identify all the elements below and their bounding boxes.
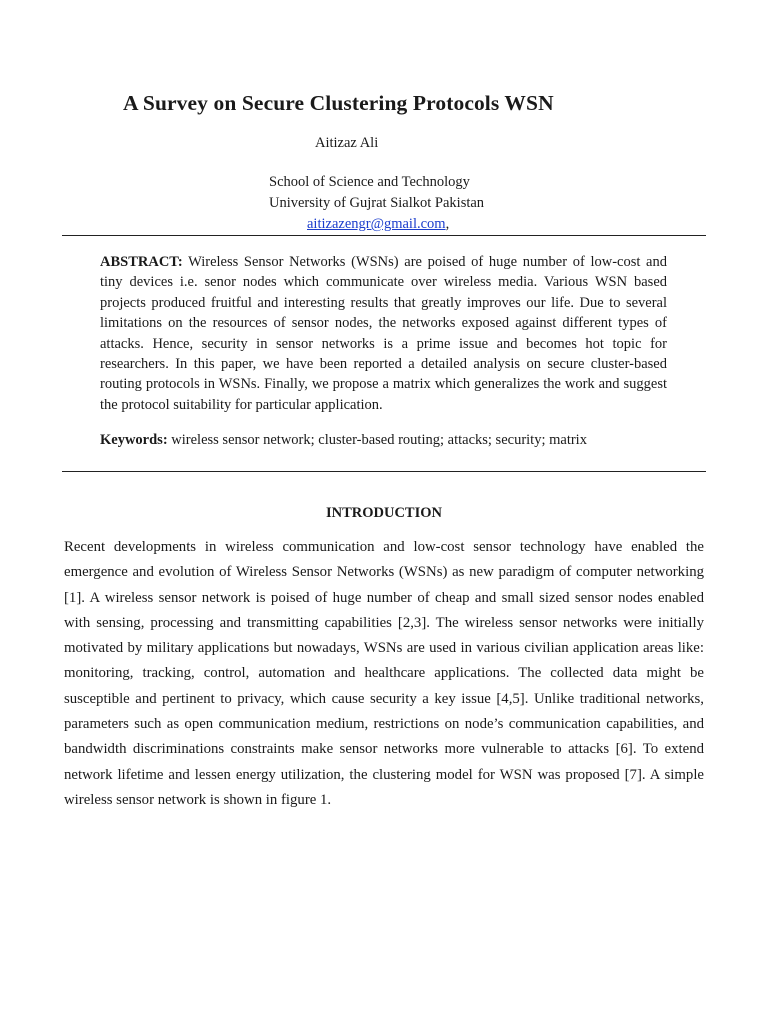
author-name: Aitizaz Ali bbox=[315, 135, 379, 151]
author-email-line bbox=[307, 216, 449, 233]
introduction-heading: INTRODUCTION bbox=[325, 505, 442, 521]
paper-title: A Survey on Secure Clustering Protocols WSN bbox=[123, 91, 554, 115]
email-suffix: , bbox=[445, 216, 450, 232]
abstract-paragraph bbox=[100, 252, 667, 415]
header-divider bbox=[62, 235, 706, 236]
abstract-divider bbox=[62, 471, 706, 472]
keywords-line bbox=[100, 432, 667, 449]
abstract-text: Wireless Sensor Networks (WSNs) are poised of huge number of low-cost and tiny devices i.e. senor nodes which communicate over wireless media. Various WSN based projects produced fruitful and interesting results that greatly improves our life. Due to several limitations on the resources of sensor nodes, the networks exposed against different types of attacks. Hence, security in sensor networks is a prime issue and becomes hot topic for researchers. In this paper, we have been reported a detailed analysis on secure cluster-based routing protocols in WSNs. Finally, we propose a matrix which generalizes the work and suggest the protocol suitability for particular application. bbox=[100, 254, 667, 413]
abstract-label: ABSTRACT: bbox=[100, 254, 183, 270]
affiliation-university: University of Gujrat Sialkot Pakistan bbox=[269, 195, 485, 211]
keywords-label: Keywords: bbox=[100, 432, 168, 448]
author-email-link[interactable]: aitizazengr@gmail.com bbox=[307, 216, 446, 232]
affiliation-school: School of Science and Technology bbox=[269, 174, 470, 190]
introduction-paragraph: Recent developments in wireless communication and low-cost sensor technology have enabled the emergence and evolution of Wireless Sensor Networks (WSNs) as new paradigm of computer networking [1]. A wireless sensor network is poised of huge number of cheap and small sized sensor nodes enabled with sensing, processing and transmitting capabilities [2,3]. The wireless sensor networks were initially motivated by military applications but nowadays, WSNs are used in various civilian application areas like: monitoring, tracking, control, automation and healthcare applications. The collected data might be susceptible and pertinent to privacy, which cause security a key issue [4,5]. Unlike traditional networks, parameters such as open communication medium, restrictions on node’s communication capabilities, and bandwidth discriminations constraints make sensor networks more vulnerable to attacks [6]. To extend network lifetime and lessen energy utilization, the clustering model for WSN was proposed [7]. A simple wireless sensor network is shown in figure 1. bbox=[64, 539, 704, 808]
keywords-text: wireless sensor network; cluster-based routing; attacks; security; matrix bbox=[167, 432, 587, 448]
